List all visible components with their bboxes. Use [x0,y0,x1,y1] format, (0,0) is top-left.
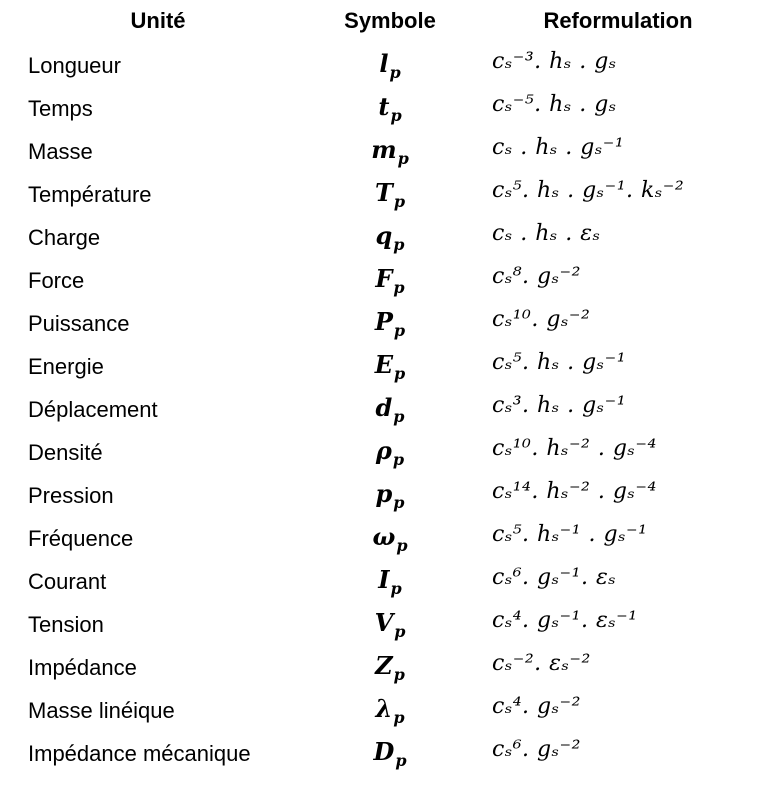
symbol-base: ρ [375,436,392,465]
symbol-subscript: p [393,192,406,211]
table-row [0,345,772,388]
table-row [0,474,772,517]
unit-name: Température [28,182,152,207]
symbol-subscript: p [397,149,409,168]
symbol-base: p [375,479,393,508]
unit-formula: cₛ⁶. gₛ⁻² [492,737,581,762]
unit-name: Force [28,268,85,293]
table-row [0,216,772,259]
symbol-subscript: p [390,579,402,598]
table-row [0,732,772,775]
table-row [0,130,772,173]
unit-name: Déplacement [28,397,158,422]
table-row [0,689,772,732]
symbol-subscript: p [393,321,406,340]
symbol-base: V [374,608,394,637]
table-row [0,388,772,431]
unit-symbol [340,48,440,83]
column-header-reformulation: Reformulation [543,8,693,33]
unit-formula: cₛ⁻². εₛ⁻² [492,651,591,676]
unit-formula: cₛ⁶. gₛ⁻¹. εₛ [492,565,617,590]
unit-name: Fréquence [28,526,134,551]
unit-symbol [340,478,440,513]
symbol-subscript: p [393,407,405,426]
unit-formula: cₛ¹⁰. gₛ⁻² [492,307,591,332]
symbol-base: l [379,49,389,78]
unit-symbol [340,349,440,384]
unit-symbol [340,564,440,599]
unit-formula: cₛ⁵. hₛ . gₛ⁻¹ [492,350,627,375]
symbol-subscript: p [389,63,401,82]
unit-symbol [340,134,440,169]
symbol-subscript: p [396,536,408,555]
unit-symbol [340,263,440,298]
table-row [0,259,772,302]
table-row [0,517,772,560]
unit-formula: cₛ⁴. gₛ⁻² [492,694,581,719]
symbol-subscript: p [392,450,405,469]
unit-name: Longueur [28,53,121,78]
symbol-base: ω [372,522,396,551]
unit-formula: cₛ⁻³. hₛ . gₛ [492,49,617,74]
symbol-base: F [375,264,393,293]
symbol-subscript: p [393,708,405,727]
table-row [0,302,772,345]
table-row [0,646,772,689]
table-row [0,44,772,87]
symbol-subscript: p [394,364,406,383]
unit-formula: cₛ¹⁰. hₛ⁻² . gₛ⁻⁴ [492,436,657,461]
unit-formula: cₛ⁵. hₛ . gₛ⁻¹. kₛ⁻² [492,178,685,203]
unit-name: Masse [28,139,93,164]
symbol-base: m [371,135,397,164]
table-row [0,603,772,646]
unit-formula: cₛ⁻⁵. hₛ . gₛ [492,92,617,117]
symbol-base: q [375,221,393,250]
unit-name: Masse linéique [28,698,175,723]
table-row [0,560,772,603]
symbol-base: E [374,350,394,379]
unit-name: Charge [28,225,101,250]
unit-name: Courant [28,569,107,594]
unit-name: Densité [28,440,103,465]
unit-formula: cₛ¹⁴. hₛ⁻² . gₛ⁻⁴ [492,479,657,504]
table-row [0,173,772,216]
unit-formula: cₛ⁵. hₛ⁻¹ . gₛ⁻¹ [492,522,648,547]
symbol-subscript: p [394,622,406,641]
unit-name: Energie [28,354,104,379]
symbol-base: Z [375,651,393,680]
symbol-base: I [378,565,390,594]
symbol-subscript: p [395,751,407,770]
unit-symbol [340,306,440,341]
unit-symbol [340,220,440,255]
unit-symbol [340,736,440,771]
unit-symbol [340,435,440,470]
symbol-subscript: p [393,278,405,297]
unit-name: Pression [28,483,114,508]
unit-symbol [340,521,440,556]
table-row [0,431,772,474]
symbol-subscript: p [393,235,405,254]
column-header-unit: Unité [130,8,186,33]
column-header-symbol: Symbole [344,8,436,33]
unit-name: Temps [28,96,93,121]
unit-symbol [340,607,440,642]
unit-symbol [340,177,440,212]
unit-name: Puissance [28,311,130,336]
symbol-base: P [374,307,393,336]
unit-symbol [340,650,440,685]
symbol-base: λ [375,694,393,723]
unit-formula: cₛ⁸. gₛ⁻² [492,264,581,289]
unit-name: Tension [28,612,104,637]
table-row [0,87,772,130]
unit-formula: cₛ . hₛ . εₛ [492,221,601,246]
unit-formula: cₛ . hₛ . gₛ⁻¹ [492,135,625,160]
unit-symbol [340,693,440,728]
unit-formula: cₛ⁴. gₛ⁻¹. εₛ⁻¹ [492,608,638,633]
unit-symbol [340,91,440,126]
symbol-subscript: p [393,493,405,512]
unit-name: Impédance mécanique [28,741,251,766]
symbol-base: T [374,178,393,207]
symbol-subscript: p [393,665,405,684]
symbol-subscript: p [390,106,402,125]
unit-formula: cₛ³. hₛ . gₛ⁻¹ [492,393,627,418]
symbol-base: D [373,737,395,766]
unit-symbol [340,392,440,427]
symbol-base: t [378,92,390,121]
unit-name: Impédance [28,655,137,680]
symbol-base: d [375,393,393,422]
